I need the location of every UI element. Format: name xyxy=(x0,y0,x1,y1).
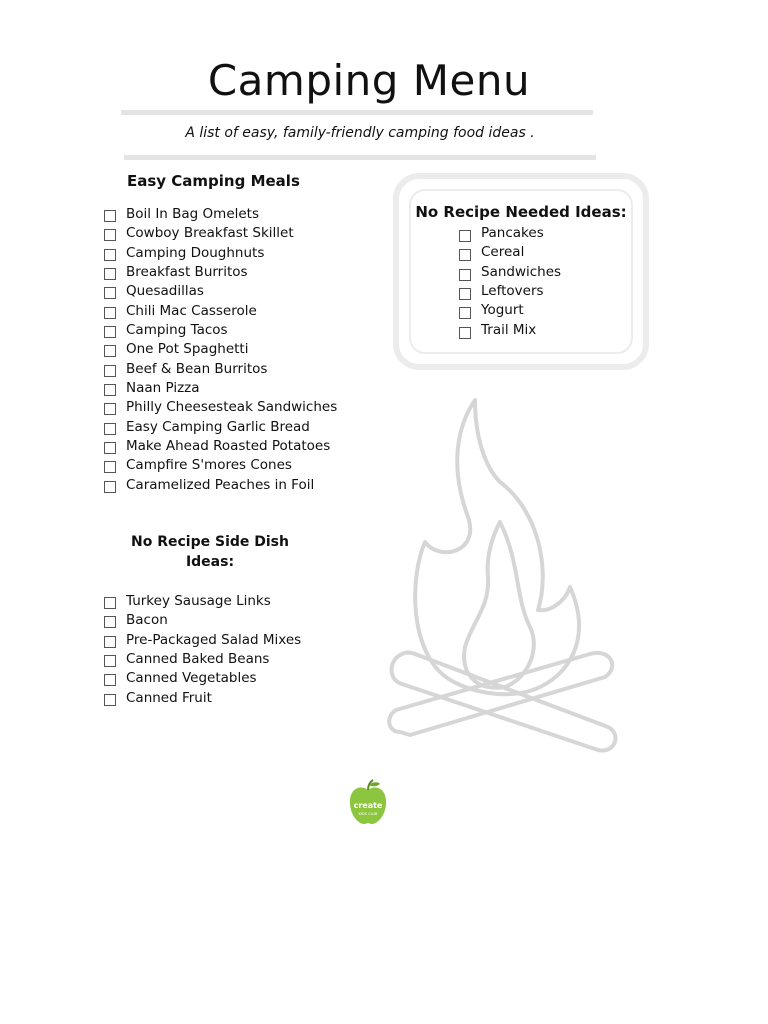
checkbox[interactable] xyxy=(104,287,116,299)
list-item[interactable]: Quesadillas xyxy=(104,282,337,301)
list-item[interactable]: Campfire S'mores Cones xyxy=(104,456,337,475)
list-item[interactable]: Canned Baked Beans xyxy=(104,650,301,669)
list-item[interactable]: Pre-Packaged Salad Mixes xyxy=(104,631,301,650)
svg-text:KIDS CLUB: KIDS CLUB xyxy=(358,812,378,816)
checkbox[interactable] xyxy=(104,461,116,473)
list-item[interactable]: Make Ahead Roasted Potatoes xyxy=(104,437,337,456)
list-item[interactable]: Breakfast Burritos xyxy=(104,263,337,282)
checkbox[interactable] xyxy=(459,307,471,319)
checkbox[interactable] xyxy=(104,694,116,706)
checkbox[interactable] xyxy=(104,403,116,415)
checkbox[interactable] xyxy=(104,249,116,261)
checkbox[interactable] xyxy=(459,249,471,261)
no-recipe-list xyxy=(459,224,561,340)
campfire-icon xyxy=(380,392,630,762)
list-item[interactable]: Turkey Sausage Links xyxy=(104,592,301,611)
checkbox[interactable] xyxy=(459,288,471,300)
checkbox[interactable] xyxy=(104,674,116,686)
checkbox[interactable] xyxy=(104,365,116,377)
list-item[interactable]: One Pot Spaghetti xyxy=(104,340,337,359)
subtitle-divider xyxy=(124,155,596,160)
easy-meals-list xyxy=(104,205,337,495)
page-title: Camping Menu xyxy=(207,56,531,105)
list-item[interactable]: Cowboy Breakfast Skillet xyxy=(104,224,337,243)
list-item[interactable]: Sandwiches xyxy=(459,263,561,282)
page-subtitle: A list of easy, family-friendly camping food ideas . xyxy=(185,125,535,141)
create-kids-club-logo xyxy=(348,778,388,828)
list-item[interactable]: Trail Mix xyxy=(459,321,561,340)
checkbox[interactable] xyxy=(104,423,116,435)
list-item[interactable]: Naan Pizza xyxy=(104,379,337,398)
no-recipe-heading: No Recipe Needed Ideas: xyxy=(415,203,627,221)
list-item[interactable]: Philly Cheesesteak Sandwiches xyxy=(104,398,337,417)
checkbox[interactable] xyxy=(104,655,116,667)
checkbox[interactable] xyxy=(104,616,116,628)
list-item[interactable]: Pancakes xyxy=(459,224,561,243)
checkbox[interactable] xyxy=(104,307,116,319)
side-dish-list xyxy=(104,592,301,708)
checkbox[interactable] xyxy=(104,636,116,648)
side-dish-heading: No Recipe Side Dish Ideas: xyxy=(131,534,289,570)
list-item[interactable]: Canned Fruit xyxy=(104,689,301,708)
checkbox[interactable] xyxy=(459,327,471,339)
checkbox[interactable] xyxy=(459,230,471,242)
list-item[interactable]: Camping Tacos xyxy=(104,321,337,340)
checkbox[interactable] xyxy=(104,345,116,357)
checkbox[interactable] xyxy=(459,269,471,281)
title-divider xyxy=(121,110,593,115)
list-item[interactable]: Boil In Bag Omelets xyxy=(104,205,337,224)
checkbox[interactable] xyxy=(104,229,116,241)
easy-meals-heading: Easy Camping Meals xyxy=(127,172,300,190)
svg-text:create: create xyxy=(353,801,383,810)
list-item[interactable]: Cereal xyxy=(459,243,561,262)
list-item[interactable]: Easy Camping Garlic Bread xyxy=(104,418,337,437)
list-item[interactable]: Yogurt xyxy=(459,301,561,320)
checkbox[interactable] xyxy=(104,384,116,396)
checkbox[interactable] xyxy=(104,326,116,338)
list-item[interactable]: Leftovers xyxy=(459,282,561,301)
list-item[interactable]: Bacon xyxy=(104,611,301,630)
list-item[interactable]: Camping Doughnuts xyxy=(104,244,337,263)
list-item[interactable]: Canned Vegetables xyxy=(104,669,301,688)
list-item[interactable]: Beef & Bean Burritos xyxy=(104,360,337,379)
checkbox[interactable] xyxy=(104,442,116,454)
list-item[interactable]: Chili Mac Casserole xyxy=(104,302,337,321)
checkbox[interactable] xyxy=(104,481,116,493)
list-item[interactable]: Caramelized Peaches in Foil xyxy=(104,476,337,495)
checkbox[interactable] xyxy=(104,210,116,222)
checkbox[interactable] xyxy=(104,597,116,609)
checkbox[interactable] xyxy=(104,268,116,280)
